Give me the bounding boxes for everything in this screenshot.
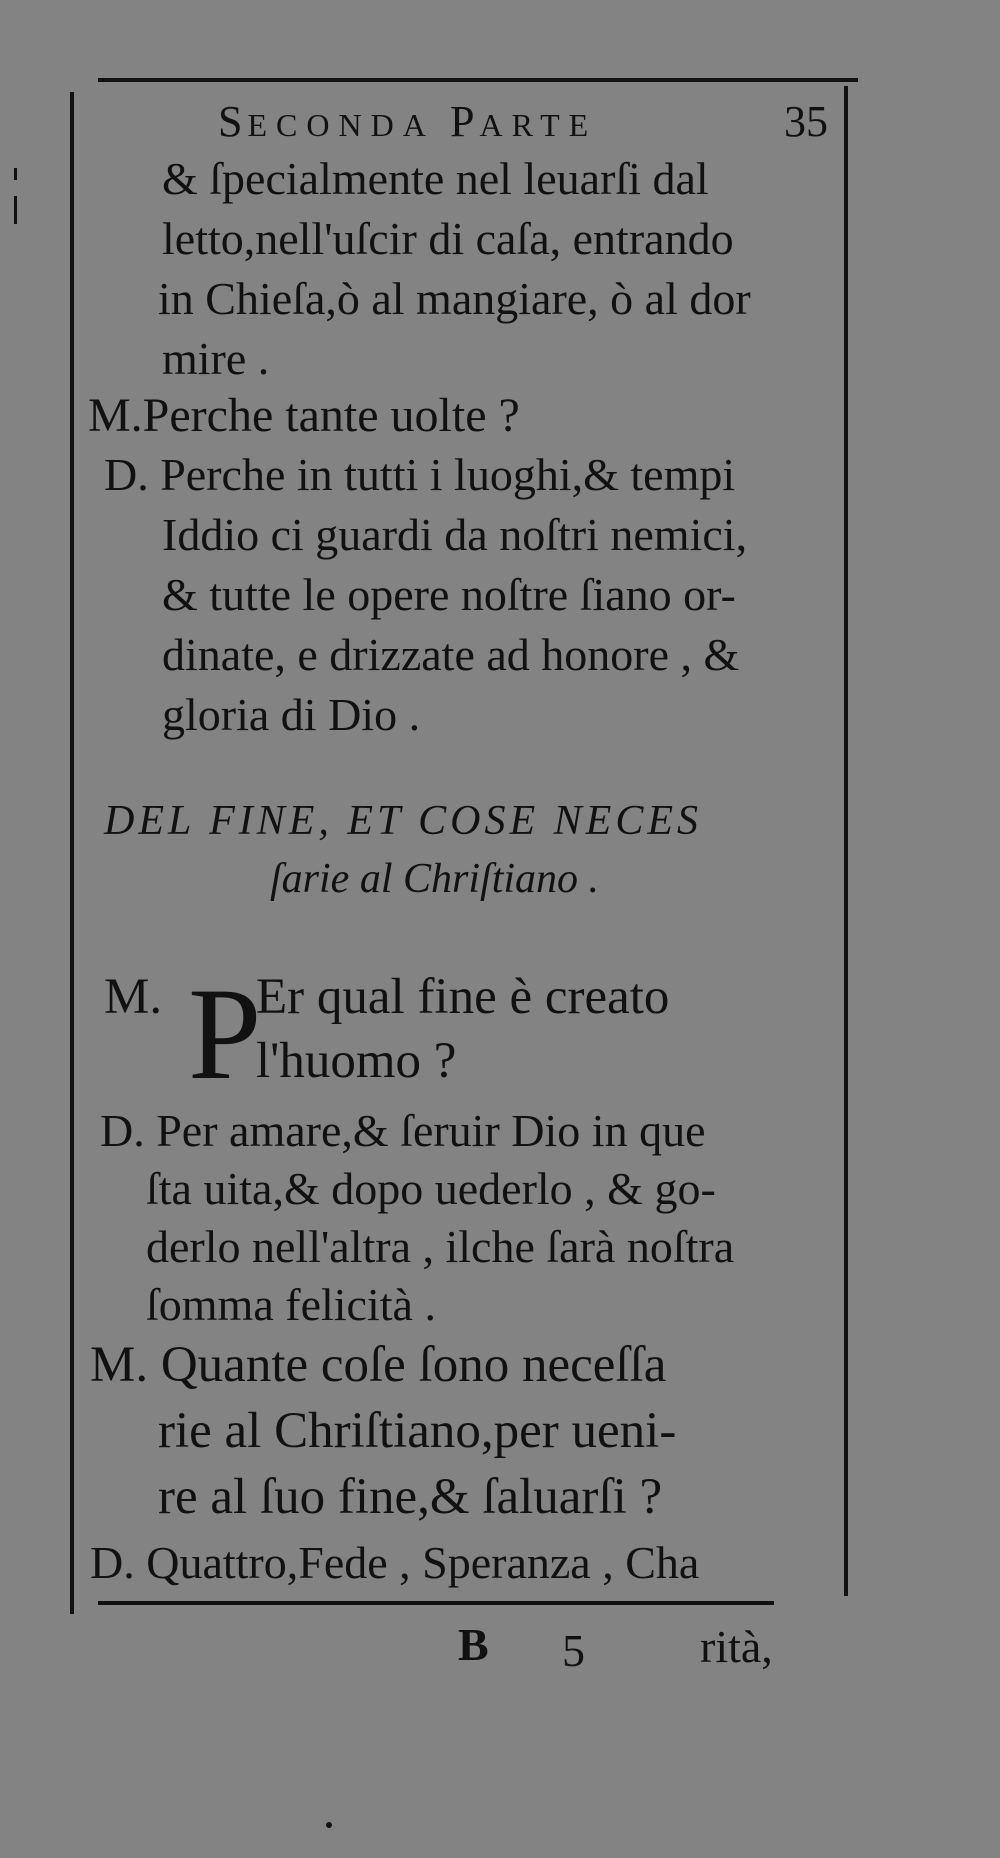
top-rule [98, 78, 858, 82]
ink-speck [326, 1822, 332, 1828]
page-number: 35 [784, 97, 828, 146]
answer-line: D. Per amare,& ſeruir Dio in que [100, 1105, 706, 1156]
text-line: gloria di Dio . [162, 689, 421, 740]
text-line: letto,nell'uſcir di caſa, entrando [162, 213, 734, 264]
text-line: Iddio ci guardi da noſtri nemici, [162, 509, 748, 560]
drop-cap: P [188, 960, 262, 1107]
catchword: rità, [700, 1621, 773, 1672]
text-line: dinate, e drizzate ad honore , & [162, 629, 740, 680]
text-line: ſta uita,& dopo uederlo , & go- [146, 1163, 716, 1214]
text-line: re al ſuo fine,& ſaluarſi ? [158, 1469, 663, 1525]
margin-mark [14, 196, 17, 224]
text-line: Er qual fine è creato [256, 969, 670, 1025]
chapter-heading: DEL FINE, ET COSE NECES [104, 798, 702, 844]
margin-mark [14, 168, 17, 180]
chapter-heading-continued: ſarie al Chriſtiano . [270, 856, 600, 902]
text-line: ſomma felicità . [146, 1279, 436, 1330]
question-line: M. Quante coſe ſono neceſſa [90, 1337, 667, 1393]
signature-number: 5 [562, 1625, 585, 1676]
answer-line: D. Perche in tutti i luoghi,& tempi [104, 449, 736, 500]
text-line: in Chieſa,ò al mangiare, ò al dor [158, 273, 751, 324]
text-line: l'huomo ? [256, 1033, 457, 1089]
running-title: SECONDA PARTE [218, 97, 598, 146]
left-border-line [70, 92, 74, 1614]
text-line: & ſpecialmente nel leuarſi dal [162, 153, 709, 204]
text-line: & tutte le opere noſtre ſiano or- [162, 569, 736, 620]
answer-line: D. Quattro,Fede , Speranza , Cha [90, 1537, 700, 1588]
text-line: derlo nell'altra , ilche ſarà noſtra [146, 1221, 735, 1272]
text-line: mire . [162, 333, 270, 384]
bottom-rule [98, 1601, 774, 1605]
question-line: M.Perche tante uolte ? [88, 389, 520, 442]
right-border-line [844, 86, 848, 1596]
signature-mark: B [458, 1619, 489, 1670]
question-label: M. [104, 969, 163, 1025]
text-line: rie al Chriſtiano,per ueni- [158, 1403, 677, 1459]
